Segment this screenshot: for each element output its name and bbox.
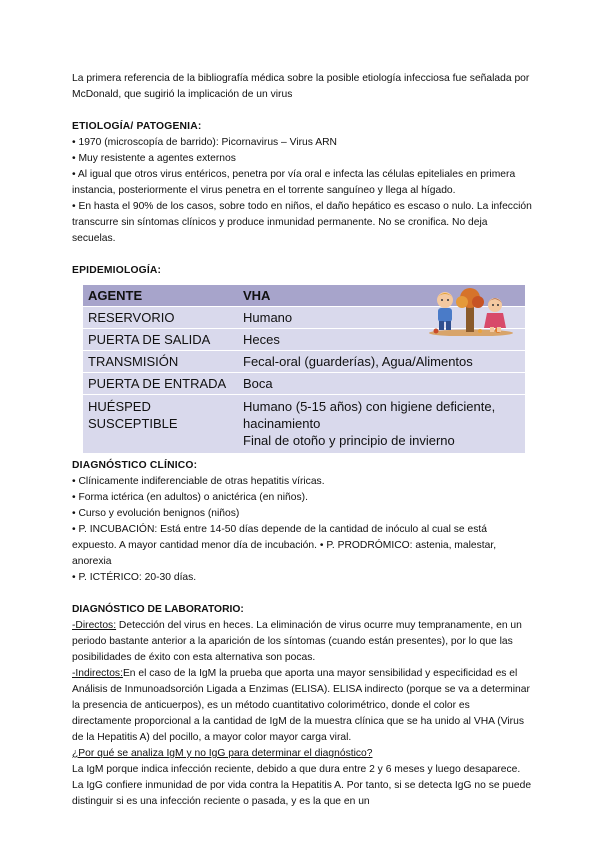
- answer-paragraph: La IgM porque indica infección reciente, debido a que dura entre 2 y 6 meses y luego desaparece. La IgG confiere inmunidad de por vida contra la Hepatitis A. Por tanto, si se detecta IgG no se puede distinguir si es una infección reciente o pasada, y es la que en un: [72, 764, 532, 807]
- list-item: • Muy resistente a agentes externos: [72, 153, 236, 164]
- list-item: • Clínicamente indiferenciable de otras hepatitis víricas.: [72, 476, 325, 487]
- table-cell-key: PUERTA DE SALIDA: [83, 329, 238, 351]
- table-cell-value: Humano: [238, 307, 525, 329]
- table-cell-value: [238, 395, 525, 454]
- list-item: • 1970 (microscopía de barrido): Picornavirus – Virus ARN: [72, 137, 337, 148]
- list-item: • En hasta el 90% de los casos, sobre todo en niños, el daño hepático es escaso o nulo. La infección transcurre sin síntomas clínicos y produce inmunidad permanente. No se cronifica. No deja secuelas.: [72, 201, 532, 244]
- diagnostico-clinico-list: [72, 474, 532, 586]
- huesped-line-2: SUSCEPTIBLE: [88, 416, 178, 431]
- table-row: [83, 373, 525, 395]
- table-cell-key: RESERVORIO: [83, 307, 238, 329]
- huesped-value-3: Final de otoño y principio de invierno: [243, 433, 455, 448]
- indirectos-label: -Indirectos:: [72, 668, 123, 679]
- question-line: ¿Por qué se analiza IgM y no IgG para determinar el diagnóstico?: [72, 748, 373, 759]
- directos-text: Detección del virus en heces. La eliminación de virus ocurre muy tempranamente, en un periodo bastante anterior a la aparición de los síntomas (cuando están presentes), por lo que las posibilidades de éxito con esta alternativa son pocas.: [72, 620, 522, 663]
- etiologia-list: [72, 135, 532, 247]
- list-item: • P. INCUBACIÓN: Está entre 14-50 días depende de la cantidad de inóculo al cual se está expuesto. A mayor cantidad menor día de incubación. • P. PRODRÓMICO: astenia, malestar, anorexia: [72, 524, 497, 567]
- table-header-vha: VHA: [238, 285, 525, 307]
- table-cell-key: PUERTA DE ENTRADA: [83, 373, 238, 395]
- diagnostico-lab-heading: DIAGNÓSTICO DE LABORATORIO:: [72, 604, 244, 615]
- intro-paragraph: La primera referencia de la bibliografía médica sobre la posible etiología infecciosa fue señalada por McDonald, que sugirió la implicación de un virus: [72, 73, 530, 100]
- epidemiologia-table-wrapper: [72, 285, 532, 454]
- etiologia-heading: ETIOLOGÍA/ PATOGENIA:: [72, 121, 202, 132]
- huesped-value-1: Humano (5-15 años) con higiene deficiente,: [243, 399, 496, 414]
- list-item: • P. ICTÉRICO: 20-30 días.: [72, 572, 197, 583]
- table-cell-value: Heces: [238, 329, 525, 351]
- indirectos-paragraph: [72, 666, 532, 746]
- table-cell-key: [83, 395, 238, 454]
- table-row: [83, 395, 525, 454]
- huesped-value-2: hacinamiento: [243, 416, 321, 431]
- indirectos-text: En el caso de la IgM la prueba que aporta una mayor sensibilidad y especificidad es el Análisis de Inmunoadsorción Ligada a Enzimas (ELISA). ELISA indirecto (porque se va a determinar la presencia de anticuerpos), es un método cuantitativo colorimétrico, donde el color es directamente proporcional a la cantidad de IgM de la muestra clínica que se ha unido al VHA (Virus de la Hepatitis A) del pocillo, a mayor color mayor carga viral.: [72, 668, 530, 743]
- children-illustration: [428, 288, 514, 336]
- list-item: • Curso y evolución benignos (niños): [72, 508, 240, 519]
- table-header-agente: AGENTE: [83, 285, 238, 307]
- list-item: • Al igual que otros virus entéricos, penetra por vía oral e infecta las células epiteliales en primera instancia, posteriormente el virus penetra en el torrente sanguíneo y llega al hígado.: [72, 169, 516, 196]
- list-item: • Forma ictérica (en adultos) o anictérica (en niños).: [72, 492, 308, 503]
- document-body: [72, 71, 532, 810]
- table-cell-value: Boca: [238, 373, 525, 395]
- table-cell-value: Fecal-oral (guarderías), Agua/Alimentos: [238, 351, 525, 373]
- diagnostico-clinico-heading: DIAGNÓSTICO CLÍNICO:: [72, 460, 198, 471]
- table-cell-key: TRANSMISIÓN: [83, 351, 238, 373]
- epidemiologia-heading: EPIDEMIOLOGÍA:: [72, 265, 162, 276]
- huesped-line-1: HUÉSPED: [88, 399, 151, 414]
- directos-label: -Directos:: [72, 620, 117, 631]
- table-row: [83, 351, 525, 373]
- directos-paragraph: [72, 618, 532, 666]
